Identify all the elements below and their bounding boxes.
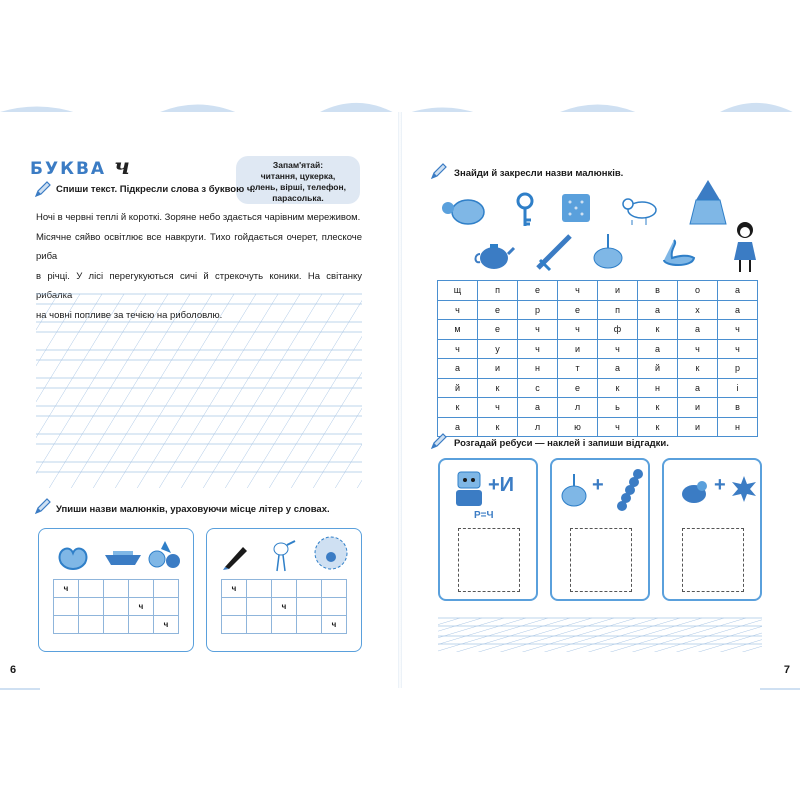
wizard-icon bbox=[686, 178, 730, 226]
grid-cell[interactable]: ч bbox=[222, 580, 247, 598]
word-search-cell[interactable]: а bbox=[678, 320, 718, 340]
word-search-cell[interactable]: е bbox=[478, 320, 518, 340]
grid-cell[interactable] bbox=[104, 580, 129, 598]
task-instruction: Знайди й закресли назви малюнків. bbox=[454, 168, 624, 179]
word-search-cell[interactable]: к bbox=[638, 398, 678, 418]
word-search-cell[interactable]: и bbox=[558, 339, 598, 359]
word-search-cell[interactable]: е bbox=[558, 378, 598, 398]
title-letter: ч bbox=[114, 154, 132, 180]
word-search-cell[interactable]: с bbox=[518, 378, 558, 398]
word-search-cell[interactable]: ч bbox=[718, 339, 758, 359]
grid-cell[interactable] bbox=[129, 580, 154, 598]
pretzel-icon bbox=[55, 541, 91, 571]
grid-cell[interactable] bbox=[247, 616, 272, 634]
grid-cell[interactable] bbox=[154, 598, 179, 616]
word-search-cell[interactable]: к bbox=[478, 417, 518, 437]
task-instruction: Упиши назви малюнків, ураховуючи місце літер у словах. bbox=[56, 504, 330, 515]
grid-cell[interactable] bbox=[79, 598, 104, 616]
grid-cell[interactable]: ч bbox=[54, 580, 79, 598]
bird-icon bbox=[676, 472, 712, 508]
picture-grid-box bbox=[38, 528, 194, 652]
word-search-cell[interactable]: н bbox=[638, 378, 678, 398]
grid-cell[interactable]: ч bbox=[154, 616, 179, 634]
page-number: 6 bbox=[10, 664, 17, 676]
word-search-cell[interactable]: ч bbox=[718, 320, 758, 340]
grid-cell[interactable] bbox=[322, 598, 347, 616]
word-search-cell[interactable]: ь bbox=[598, 398, 638, 418]
key-icon bbox=[510, 192, 540, 228]
word-search-row bbox=[438, 359, 758, 379]
handwriting-lines[interactable] bbox=[438, 612, 762, 652]
handwriting-lines[interactable] bbox=[36, 288, 362, 488]
word-search-cell[interactable]: ч bbox=[518, 339, 558, 359]
teapot-icon bbox=[472, 236, 516, 272]
grid-cell[interactable] bbox=[247, 598, 272, 616]
word-search-cell[interactable]: ч bbox=[558, 281, 598, 301]
word-search-cell[interactable]: ч bbox=[598, 417, 638, 437]
word-search-cell[interactable]: ч bbox=[558, 320, 598, 340]
grid-cell[interactable] bbox=[79, 616, 104, 634]
word-search-cell[interactable]: к bbox=[478, 378, 518, 398]
rebus-box bbox=[662, 458, 762, 601]
word-search-cell[interactable]: к bbox=[598, 378, 638, 398]
word-search-cell[interactable]: н bbox=[718, 417, 758, 437]
word-search-cell[interactable]: и bbox=[478, 359, 518, 379]
word-search-cell[interactable]: н bbox=[518, 359, 558, 379]
word-search-cell[interactable]: х bbox=[678, 300, 718, 320]
word-grid[interactable] bbox=[53, 579, 179, 634]
word-search-cell[interactable]: е bbox=[558, 300, 598, 320]
grid-cell[interactable] bbox=[297, 580, 322, 598]
grid-cell[interactable] bbox=[104, 598, 129, 616]
grid-cell[interactable] bbox=[104, 616, 129, 634]
word-search-cell[interactable]: а bbox=[638, 300, 678, 320]
word-search-cell[interactable]: е bbox=[518, 281, 558, 301]
book-gutter bbox=[398, 112, 402, 688]
word-search-row bbox=[438, 339, 758, 359]
pencil-icon bbox=[34, 497, 52, 515]
word-search-cell[interactable]: а bbox=[518, 398, 558, 418]
picture-grid-box bbox=[206, 528, 362, 652]
word-search-cell[interactable]: в bbox=[718, 398, 758, 418]
text-line: Ночі в червні теплі й короткі. Зоряне небо здається чарівним мереживом. bbox=[36, 212, 361, 223]
grid-cell[interactable] bbox=[222, 616, 247, 634]
stork-icon bbox=[267, 535, 297, 573]
title-word: БУКВА bbox=[30, 159, 107, 179]
word-search-cell[interactable]: й bbox=[438, 378, 478, 398]
word-search-cell[interactable]: а bbox=[718, 281, 758, 301]
lesson-title bbox=[30, 154, 132, 180]
seagull-icon bbox=[618, 190, 664, 226]
word-search-cell[interactable]: ч bbox=[678, 339, 718, 359]
word-grid[interactable] bbox=[221, 579, 347, 634]
word-search-cell[interactable]: в bbox=[638, 281, 678, 301]
girl-icon bbox=[730, 220, 760, 274]
boat-icon bbox=[103, 545, 143, 569]
sword-icon bbox=[534, 232, 578, 272]
text-line: Місячне сяйво освітлює все навкруги. Тихо гойдається очерет, плескоче риба bbox=[36, 231, 362, 262]
pencil-icon bbox=[34, 180, 52, 198]
word-search-cell[interactable]: а bbox=[678, 378, 718, 398]
pencil-icon bbox=[430, 162, 448, 180]
word-search-cell[interactable]: у bbox=[478, 339, 518, 359]
word-search-row bbox=[438, 320, 758, 340]
word-search-cell[interactable]: а bbox=[438, 359, 478, 379]
vegetables-icon bbox=[147, 537, 183, 571]
remember-box bbox=[236, 156, 360, 204]
rebus-plus: + bbox=[592, 474, 604, 496]
word-search-cell[interactable]: ч bbox=[518, 320, 558, 340]
sticker-answer-box[interactable] bbox=[682, 528, 744, 592]
word-search-cell[interactable]: к bbox=[678, 359, 718, 379]
word-search-cell[interactable]: т bbox=[558, 359, 598, 379]
grid-cell[interactable] bbox=[154, 580, 179, 598]
word-search-cell[interactable]: м bbox=[438, 320, 478, 340]
task-instruction: Спиши текст. Підкресли слова з буквою ч. bbox=[56, 184, 255, 195]
grid-cell[interactable]: ч bbox=[272, 598, 297, 616]
turtle-icon bbox=[440, 190, 490, 230]
grid-cell[interactable] bbox=[222, 598, 247, 616]
word-search-cell[interactable]: к bbox=[638, 320, 678, 340]
rebus-box bbox=[438, 458, 538, 601]
robot-icon bbox=[450, 468, 488, 512]
cracker-icon bbox=[560, 192, 592, 224]
peacock-icon bbox=[311, 535, 351, 573]
word-search-cell[interactable]: а bbox=[718, 300, 758, 320]
left-page bbox=[0, 112, 400, 688]
grid-cell[interactable]: ч bbox=[129, 598, 154, 616]
word-search-cell[interactable]: к bbox=[638, 417, 678, 437]
grid-cell[interactable] bbox=[247, 580, 272, 598]
rebus-box bbox=[550, 458, 650, 601]
text-line: в річці. У лісі перегукуються сичі й стрекочуть коники. На світанку рибалка bbox=[36, 270, 362, 301]
grid-cell[interactable] bbox=[322, 580, 347, 598]
word-search-cell[interactable]: и bbox=[598, 281, 638, 301]
word-search-cell[interactable]: е bbox=[478, 300, 518, 320]
word-search-row bbox=[438, 300, 758, 320]
word-search-cell[interactable]: ч bbox=[598, 339, 638, 359]
word-search-cell[interactable]: п bbox=[598, 300, 638, 320]
word-search-row bbox=[438, 281, 758, 301]
word-search-cell[interactable]: р bbox=[518, 300, 558, 320]
word-search-cell[interactable]: к bbox=[438, 398, 478, 418]
task-instruction: Розгадай ребуси — наклей і запиши відгадки. bbox=[454, 438, 669, 449]
word-search-cell[interactable]: п bbox=[478, 281, 518, 301]
word-search-cell[interactable]: ю bbox=[558, 417, 598, 437]
rebus-plus-letter: +И bbox=[488, 474, 515, 496]
garlic-icon bbox=[588, 230, 630, 272]
remember-line: олень, вірші, телефон, bbox=[250, 182, 346, 192]
right-page bbox=[400, 112, 800, 688]
text-line: на човні попливе за течією на риболовлю. bbox=[36, 309, 223, 321]
word-search-cell[interactable]: а bbox=[638, 339, 678, 359]
rebus-hint: Р=Ч bbox=[474, 510, 494, 521]
swan-icon bbox=[658, 236, 698, 270]
grid-cell[interactable]: ч bbox=[322, 616, 347, 634]
grid-cell[interactable] bbox=[297, 598, 322, 616]
word-search-row bbox=[438, 417, 758, 437]
grid-cell[interactable] bbox=[129, 616, 154, 634]
splash-icon bbox=[730, 474, 758, 504]
word-search-cell[interactable]: л bbox=[518, 417, 558, 437]
sticker-answer-box[interactable] bbox=[458, 528, 520, 592]
word-search-cell[interactable]: и bbox=[678, 417, 718, 437]
word-search-cell[interactable]: о bbox=[678, 281, 718, 301]
pencil-icon bbox=[430, 432, 448, 450]
grid-cell[interactable] bbox=[297, 616, 322, 634]
word-search-cell[interactable]: р bbox=[718, 359, 758, 379]
word-search-cell[interactable]: и bbox=[678, 398, 718, 418]
caterpillar-icon bbox=[608, 466, 648, 516]
word-search-cell[interactable]: щ bbox=[438, 281, 478, 301]
remember-line: читання, цукерка, bbox=[260, 171, 336, 181]
grid-cell[interactable] bbox=[54, 616, 79, 634]
rebus-plus: + bbox=[714, 474, 726, 496]
remember-heading: Запам'ятай: bbox=[272, 160, 324, 170]
word-search-cell[interactable]: ч bbox=[438, 339, 478, 359]
word-search-cell[interactable]: ч bbox=[438, 300, 478, 320]
word-search-grid[interactable] bbox=[437, 280, 758, 437]
onion-icon bbox=[558, 470, 592, 510]
page-number: 7 bbox=[783, 664, 790, 676]
word-search-cell[interactable]: а bbox=[598, 359, 638, 379]
sticker-answer-box[interactable] bbox=[570, 528, 632, 592]
word-search-row bbox=[438, 378, 758, 398]
word-search-cell[interactable]: а bbox=[438, 417, 478, 437]
grid-cell[interactable] bbox=[272, 580, 297, 598]
remember-line: парасолька. bbox=[272, 193, 324, 203]
pen-icon bbox=[221, 541, 251, 571]
word-search-cell[interactable]: ф bbox=[598, 320, 638, 340]
grid-cell[interactable] bbox=[54, 598, 79, 616]
word-search-cell[interactable]: ч bbox=[478, 398, 518, 418]
word-search-row bbox=[438, 398, 758, 418]
word-search-cell[interactable]: і bbox=[718, 378, 758, 398]
word-search-cell[interactable]: л bbox=[558, 398, 598, 418]
grid-cell[interactable] bbox=[272, 616, 297, 634]
grid-cell[interactable] bbox=[79, 580, 104, 598]
word-search-cell[interactable]: й bbox=[638, 359, 678, 379]
